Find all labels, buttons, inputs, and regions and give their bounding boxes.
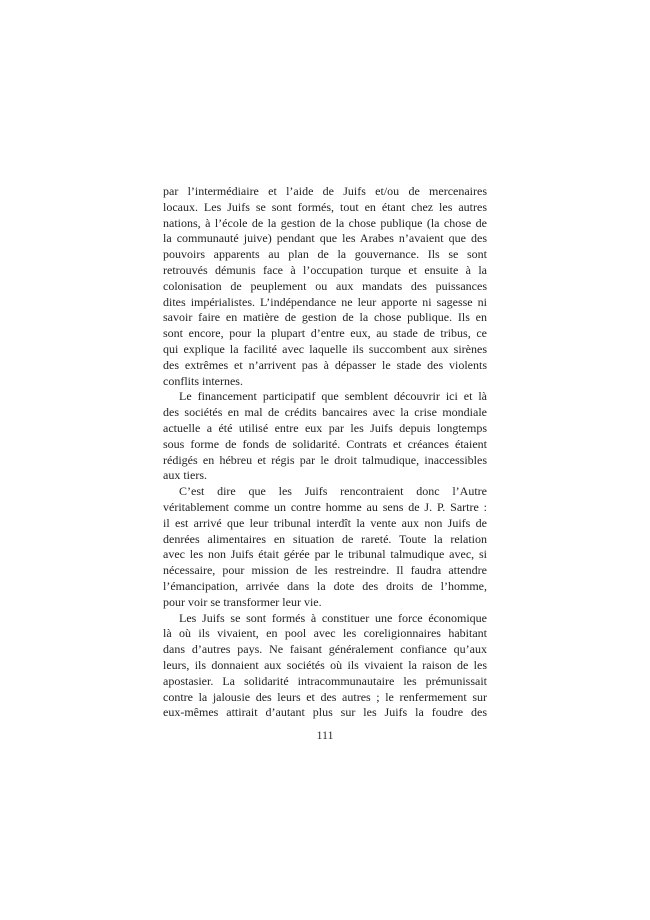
text-line: aux tiers. bbox=[163, 468, 207, 483]
paragraph bbox=[163, 611, 487, 722]
text-line: l’émancipation, arrivée dans la dote des droits de l’homme, bbox=[163, 578, 487, 593]
text-line: denrées alimentaires en situation de rareté. Toute la relation bbox=[163, 531, 487, 546]
text-line: nations, à l’école de la gestion de la chose publique (la chose de bbox=[163, 215, 487, 230]
text-line: nécessaire, pour mission de les restreindre. Il faudra attendre bbox=[163, 563, 487, 578]
text-line: avec les non Juifs était gérée par le tribunal talmudique avec, si bbox=[163, 547, 487, 562]
paragraph bbox=[163, 484, 487, 610]
paragraph bbox=[163, 184, 487, 389]
text-line: contre la jalousie des leurs et des autres ; le renfermement sur bbox=[163, 689, 487, 704]
text-line: des extrêmes et n’arrivent pas à dépasser le stade des violents bbox=[163, 357, 487, 372]
text-line: leurs, ils donnaient aux sociétés où ils vivaient la raison de les bbox=[163, 657, 487, 672]
text-line: conflits internes. bbox=[163, 373, 243, 388]
text-line: des sociétés en mal de crédits bancaires avec la crise mondiale bbox=[163, 405, 487, 420]
text-line: savoir faire en matière de gestion de la chose publique. Ils en bbox=[163, 310, 487, 325]
text-line: locaux. Les Juifs se sont formés, tout en étant chez les autres bbox=[163, 199, 487, 214]
text-line: Les Juifs se sont formés à constituer une force économique bbox=[179, 610, 487, 625]
text-line: dans d’autres pays. Ne faisant généralement confiance qu’aux bbox=[163, 642, 487, 657]
text-line: pouvoirs apparents au plan de la gouvernance. Ils se sont bbox=[163, 247, 487, 262]
text-line: là où ils vivaient, en pool avec les coreligionnaires habitant bbox=[163, 626, 487, 641]
text-line: véritablement comme un contre homme au sens de J. P. Sartre : bbox=[163, 499, 487, 514]
text-line: par l’intermédiaire et l’aide de Juifs et/ou de mercenaires bbox=[163, 184, 487, 198]
page-number: 111 bbox=[316, 728, 334, 743]
text-line: sont encore, pour la plupart d’entre eux, au stade de tribus, ce bbox=[163, 326, 487, 341]
paragraph bbox=[163, 389, 487, 484]
text-line: sous forme de fonds de solidarité. Contrats et créances étaient bbox=[163, 436, 487, 451]
text-line: eux-mêmes attirait d’autant plus sur les Juifs la foudre des bbox=[163, 705, 487, 720]
text-line: apostasier. La solidarité intracommunautaire les prémunissait bbox=[163, 673, 487, 688]
text-line: il est arrivé que leur tribunal interdît la vente aux non Juifs de bbox=[163, 515, 487, 530]
text-line: rédigés en hébreu et régis par le droit talmudique, inaccessibles bbox=[163, 452, 487, 467]
text-line: Le financement participatif que semblent découvrir ici et là bbox=[179, 389, 487, 404]
page-text-block bbox=[163, 184, 487, 744]
text-line: dites impérialistes. L’indépendance ne leur apporte ni sagesse ni bbox=[163, 294, 487, 309]
text-line: pour voir se transformer leur vie. bbox=[163, 594, 322, 609]
text-line: retrouvés démunis face à l’occupation turque et ensuite à la bbox=[163, 262, 487, 277]
text-line: qui explique la facilité avec laquelle ils succombent aux sirènes bbox=[163, 341, 487, 356]
text-line: la communauté juive) pendant que les Arabes n’avaient que des bbox=[163, 231, 487, 246]
text-line: colonisation de peuplement ou aux mandats des puissances bbox=[163, 278, 487, 293]
text-line: C’est dire que les Juifs rencontraient donc l’Autre bbox=[179, 484, 487, 499]
text-line: actuelle a été utilisé entre eux par les Juifs depuis longtemps bbox=[163, 420, 487, 435]
